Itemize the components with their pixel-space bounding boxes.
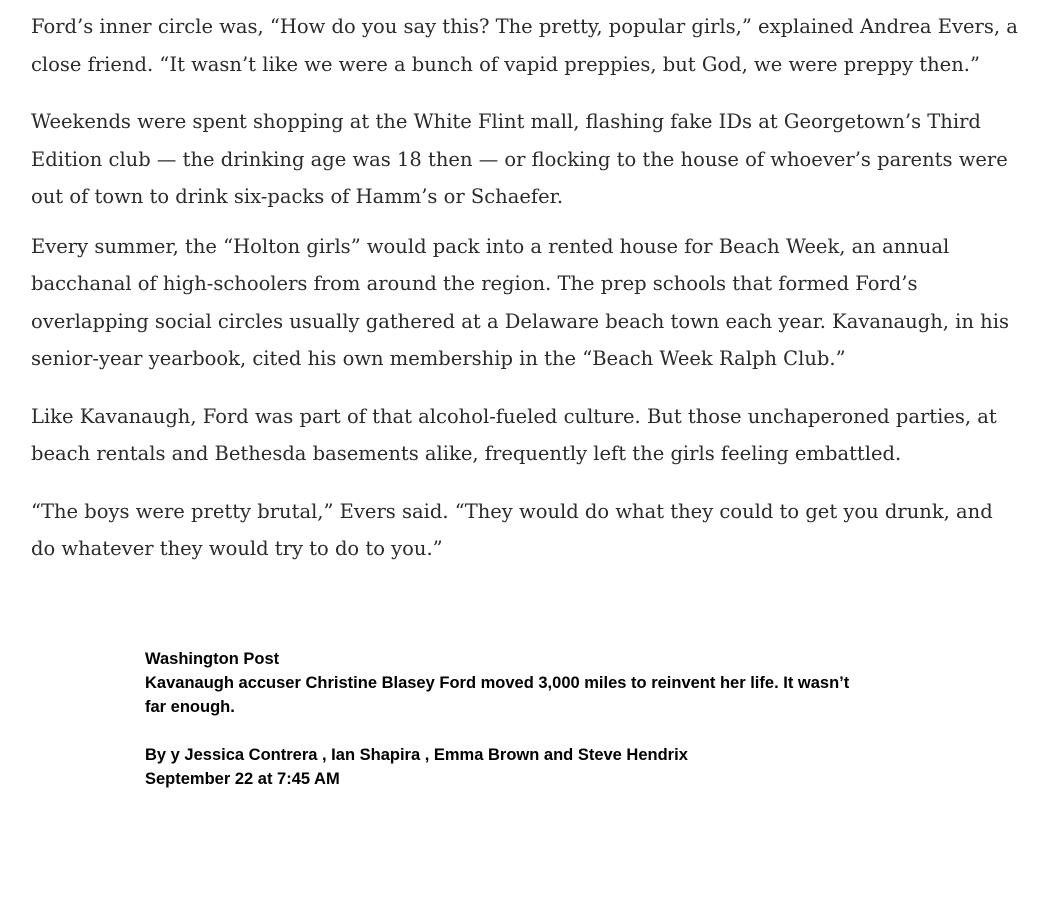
publication-name: Washington Post <box>145 650 280 668</box>
source-caption <box>145 647 865 791</box>
headline: Kavanaugh accuser Christine Blasey Ford moved 3,000 miles to reinvent her life. It wasn’t far enough. <box>145 674 850 716</box>
article-body <box>31 8 1021 588</box>
article-paragraph: Weekends were spent shopping at the White Flint mall, flashing fake IDs at Georgetown’s Third Edition club — the drinking age was 18 then — or flocking to the house of whoever’s parents were out of town to drink six-packs of Hamm’s or Schaefer. <box>31 110 1008 208</box>
article-paragraph: Like Kavanaugh, Ford was part of that alcohol-fueled culture. But those unchaperoned parties, at beach rentals and Bethesda basements alike, frequently left the girls feeling embattled. <box>31 404 997 465</box>
spacer <box>145 719 865 743</box>
article-paragraph: “The boys were pretty brutal,” Evers said. “They would do what they could to get you drunk, and do whatever they would try to do to you.” <box>31 499 993 560</box>
publish-date: September 22 at 7:45 AM <box>145 770 340 788</box>
article-paragraph: Every summer, the “Holton girls” would pack into a rented house for Beach Week, an annual bacchanal of high-schoolers from around the region. The prep schools that formed Ford’s overlapping social circles usually gathered at a Delaware beach town each year. Kavanaugh, in his senior-year yearbook, cited his own membership in the “Beach Week Ralph Club.” <box>31 234 1009 370</box>
byline: By y Jessica Contrera , Ian Shapira , Emma Brown and Steve Hendrix <box>145 746 688 764</box>
article-paragraph: Ford’s inner circle was, “How do you say this? The pretty, popular girls,” explained Andrea Evers, a close friend. “It wasn’t like we were a bunch of vapid preppies, but God, we were preppy then.” <box>31 15 1018 76</box>
